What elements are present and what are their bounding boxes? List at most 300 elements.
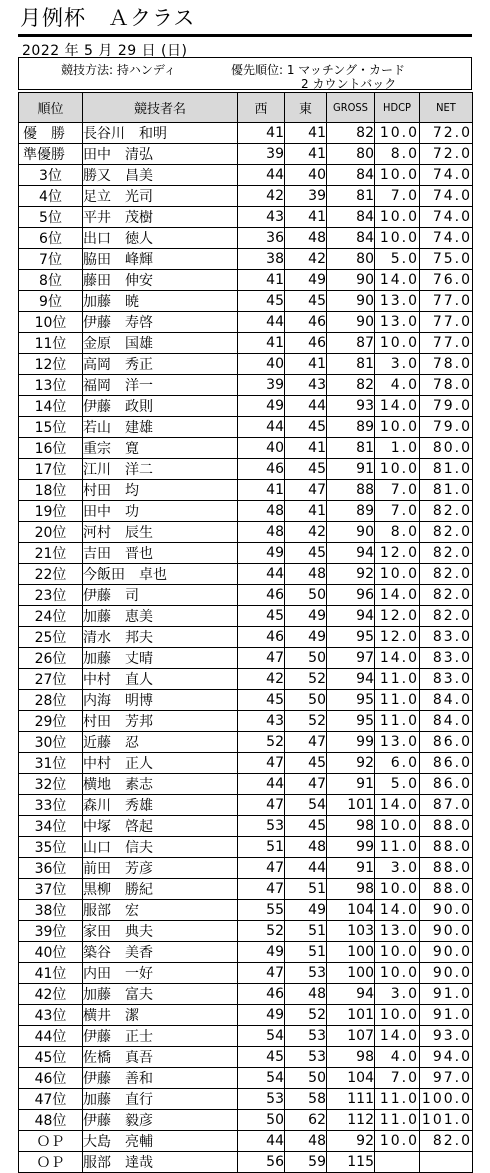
table-row — [19, 270, 473, 291]
gross-score-cell: 101 — [327, 795, 375, 816]
header-west: 西 — [238, 93, 285, 123]
gross-score-cell: 95 — [327, 711, 375, 732]
player-name-cell: 福岡 洋一 — [83, 375, 238, 396]
net-score-cell: 90.0 — [420, 900, 473, 921]
east-score-cell: 54 — [285, 795, 327, 816]
handicap-cell: 12.0 — [375, 627, 420, 648]
east-score-cell: 49 — [285, 606, 327, 627]
player-name-cell: 大島 亮輔 — [83, 1131, 238, 1152]
east-score-cell: 48 — [285, 228, 327, 249]
player-name-cell: 河村 辰生 — [83, 522, 238, 543]
rank-cell: 41位 — [19, 963, 83, 984]
handicap-cell: 14.0 — [375, 900, 420, 921]
rank-cell: 34位 — [19, 816, 83, 837]
east-score-cell: 44 — [285, 858, 327, 879]
table-row — [19, 144, 473, 165]
east-score-cell: 45 — [285, 753, 327, 774]
rank-cell: 23位 — [19, 585, 83, 606]
table-row — [19, 732, 473, 753]
east-score-cell: 41 — [285, 438, 327, 459]
handicap-cell: 10.0 — [375, 816, 420, 837]
gross-score-cell: 107 — [327, 1026, 375, 1047]
table-row — [19, 816, 473, 837]
handicap-cell: 10.0 — [375, 963, 420, 984]
player-name-cell: 村田 均 — [83, 480, 238, 501]
rank-cell: 20位 — [19, 522, 83, 543]
net-score-cell: 86.0 — [420, 774, 473, 795]
handicap-cell: 10.0 — [375, 564, 420, 585]
handicap-cell: 13.0 — [375, 312, 420, 333]
rank-cell: 33位 — [19, 795, 83, 816]
west-score-cell: 45 — [238, 1047, 285, 1068]
table-row — [19, 858, 473, 879]
gross-score-cell: 91 — [327, 858, 375, 879]
gross-score-cell: 92 — [327, 753, 375, 774]
header-player-name: 競技者名 — [83, 93, 238, 123]
west-score-cell: 47 — [238, 963, 285, 984]
header-east: 東 — [285, 93, 327, 123]
player-name-cell: 藤田 伸安 — [83, 270, 238, 291]
west-score-cell: 41 — [238, 480, 285, 501]
rank-cell: 11位 — [19, 333, 83, 354]
gross-score-cell: 93 — [327, 396, 375, 417]
gross-score-cell: 90 — [327, 270, 375, 291]
rank-cell: 29位 — [19, 711, 83, 732]
table-row — [19, 396, 473, 417]
gross-score-cell: 104 — [327, 1068, 375, 1089]
east-score-cell: 49 — [285, 627, 327, 648]
gross-score-cell: 92 — [327, 1131, 375, 1152]
net-score-cell: 82.0 — [420, 606, 473, 627]
player-name-cell: 金原 国雄 — [83, 333, 238, 354]
player-name-cell: 森川 秀雄 — [83, 795, 238, 816]
net-score-cell: 76.0 — [420, 270, 473, 291]
handicap-cell: 10.0 — [375, 417, 420, 438]
west-score-cell: 54 — [238, 1068, 285, 1089]
net-score-cell: 94.0 — [420, 1047, 473, 1068]
player-name-cell: 山口 信夫 — [83, 837, 238, 858]
east-score-cell: 39 — [285, 186, 327, 207]
net-score-cell: 86.0 — [420, 732, 473, 753]
gross-score-cell: 84 — [327, 228, 375, 249]
east-score-cell: 41 — [285, 144, 327, 165]
west-score-cell: 53 — [238, 1089, 285, 1110]
player-name-cell: 高岡 秀正 — [83, 354, 238, 375]
net-score-cell: 77.0 — [420, 291, 473, 312]
table-row — [19, 312, 473, 333]
handicap-cell: 3.0 — [375, 984, 420, 1005]
handicap-cell: 10.0 — [375, 1131, 420, 1152]
west-score-cell: 45 — [238, 606, 285, 627]
table-row — [19, 837, 473, 858]
handicap-cell: 3.0 — [375, 354, 420, 375]
table-row — [19, 1047, 473, 1068]
handicap-cell: 12.0 — [375, 606, 420, 627]
net-score-cell: 100.0 — [420, 1089, 473, 1110]
net-score-cell: 86.0 — [420, 753, 473, 774]
handicap-cell: 10.0 — [375, 1005, 420, 1026]
east-score-cell: 62 — [285, 1110, 327, 1131]
header-gross: GROSS — [327, 93, 375, 123]
player-name-cell: 中塚 啓起 — [83, 816, 238, 837]
rank-cell: ＯＰ — [19, 1131, 83, 1152]
header-hdcp: HDCP — [375, 93, 420, 123]
player-name-cell: 加藤 丈晴 — [83, 648, 238, 669]
player-name-cell: 中村 直人 — [83, 669, 238, 690]
handicap-cell: 10.0 — [375, 207, 420, 228]
table-row — [19, 753, 473, 774]
handicap-cell: 11.0 — [375, 690, 420, 711]
table-row — [19, 984, 473, 1005]
west-score-cell: 47 — [238, 795, 285, 816]
gross-score-cell: 100 — [327, 942, 375, 963]
net-score-cell: 72.0 — [420, 123, 473, 144]
table-row — [19, 480, 473, 501]
west-score-cell: 46 — [238, 984, 285, 1005]
rank-cell: 準優勝 — [19, 144, 83, 165]
west-score-cell: 47 — [238, 753, 285, 774]
rank-cell: 17位 — [19, 459, 83, 480]
east-score-cell: 48 — [285, 564, 327, 585]
net-score-cell: 81.0 — [420, 459, 473, 480]
west-score-cell: 44 — [238, 564, 285, 585]
handicap-cell: 7.0 — [375, 186, 420, 207]
east-score-cell: 53 — [285, 1026, 327, 1047]
net-score-cell: 87.0 — [420, 795, 473, 816]
handicap-cell: 11.0 — [375, 711, 420, 732]
table-row — [19, 522, 473, 543]
gross-score-cell: 90 — [327, 291, 375, 312]
gross-score-cell: 82 — [327, 375, 375, 396]
player-name-cell: 田中 清弘 — [83, 144, 238, 165]
rank-cell: 4位 — [19, 186, 83, 207]
player-name-cell: 伊藤 正士 — [83, 1026, 238, 1047]
player-name-cell: 黒柳 勝紀 — [83, 879, 238, 900]
east-score-cell: 49 — [285, 900, 327, 921]
competition-method: 競技方法: 持ハンディ — [61, 63, 176, 77]
gross-score-cell: 101 — [327, 1005, 375, 1026]
gross-score-cell: 94 — [327, 984, 375, 1005]
title-underline — [18, 34, 472, 37]
net-score-cell: 82.0 — [420, 1131, 473, 1152]
gross-score-cell: 94 — [327, 669, 375, 690]
table-row — [19, 627, 473, 648]
player-name-cell: 佐橋 真吾 — [83, 1047, 238, 1068]
east-score-cell: 48 — [285, 837, 327, 858]
gross-score-cell: 103 — [327, 921, 375, 942]
handicap-cell: 13.0 — [375, 732, 420, 753]
results-body — [19, 123, 473, 1173]
net-score-cell: 79.0 — [420, 396, 473, 417]
player-name-cell: 脇田 峰輝 — [83, 249, 238, 270]
west-score-cell: 47 — [238, 648, 285, 669]
net-score-cell: 74.0 — [420, 186, 473, 207]
results-table — [18, 92, 473, 1173]
table-row — [19, 1089, 473, 1110]
player-name-cell: 築谷 美香 — [83, 942, 238, 963]
east-score-cell: 44 — [285, 396, 327, 417]
net-score-cell: 84.0 — [420, 711, 473, 732]
table-row — [19, 795, 473, 816]
handicap-cell: 14.0 — [375, 648, 420, 669]
east-score-cell: 51 — [285, 921, 327, 942]
net-score-cell: 82.0 — [420, 564, 473, 585]
player-name-cell: 加藤 暁 — [83, 291, 238, 312]
gross-score-cell: 92 — [327, 564, 375, 585]
west-score-cell: 54 — [238, 1026, 285, 1047]
west-score-cell: 48 — [238, 522, 285, 543]
table-row — [19, 711, 473, 732]
handicap-cell: 6.0 — [375, 753, 420, 774]
west-score-cell: 44 — [238, 165, 285, 186]
handicap-cell: 4.0 — [375, 1047, 420, 1068]
west-score-cell: 43 — [238, 207, 285, 228]
handicap-cell: 3.0 — [375, 858, 420, 879]
table-row — [19, 249, 473, 270]
net-score-cell: 97.0 — [420, 1068, 473, 1089]
rank-cell: 43位 — [19, 1005, 83, 1026]
net-score-cell: 78.0 — [420, 375, 473, 396]
west-score-cell: 48 — [238, 501, 285, 522]
handicap-cell: 7.0 — [375, 501, 420, 522]
net-score-cell: 91.0 — [420, 1005, 473, 1026]
table-row — [19, 543, 473, 564]
rank-cell: 18位 — [19, 480, 83, 501]
east-score-cell: 45 — [285, 543, 327, 564]
east-score-cell: 49 — [285, 270, 327, 291]
net-score-cell: 90.0 — [420, 963, 473, 984]
gross-score-cell: 80 — [327, 249, 375, 270]
player-name-cell: 伊藤 毅彦 — [83, 1110, 238, 1131]
handicap-cell: 11.0 — [375, 669, 420, 690]
header-net: NET — [420, 93, 473, 123]
gross-score-cell: 95 — [327, 690, 375, 711]
event-date: 2022 年 5 月 29 日 (日) — [22, 43, 188, 59]
net-score-cell: 88.0 — [420, 879, 473, 900]
gross-score-cell: 96 — [327, 585, 375, 606]
table-row — [19, 1005, 473, 1026]
net-score-cell: 81.0 — [420, 480, 473, 501]
handicap-cell: 7.0 — [375, 480, 420, 501]
gross-score-cell: 100 — [327, 963, 375, 984]
net-score-cell: 101.0 — [420, 1110, 473, 1131]
rank-cell: 8位 — [19, 270, 83, 291]
west-score-cell: 49 — [238, 396, 285, 417]
handicap-cell: 11.0 — [375, 1110, 420, 1131]
east-score-cell: 47 — [285, 774, 327, 795]
handicap-cell: 5.0 — [375, 249, 420, 270]
east-score-cell: 41 — [285, 354, 327, 375]
west-score-cell: 49 — [238, 942, 285, 963]
east-score-cell: 41 — [285, 207, 327, 228]
rank-cell: 10位 — [19, 312, 83, 333]
table-row — [19, 333, 473, 354]
rank-cell: 12位 — [19, 354, 83, 375]
player-name-cell: 吉田 晋也 — [83, 543, 238, 564]
competition-rules — [18, 57, 472, 90]
table-header-row — [19, 93, 473, 123]
rank-cell: 35位 — [19, 837, 83, 858]
rank-cell: 7位 — [19, 249, 83, 270]
gross-score-cell: 94 — [327, 606, 375, 627]
gross-score-cell: 98 — [327, 816, 375, 837]
net-score-cell: 79.0 — [420, 417, 473, 438]
rank-cell: 25位 — [19, 627, 83, 648]
net-score-cell: 82.0 — [420, 501, 473, 522]
gross-score-cell: 87 — [327, 333, 375, 354]
table-row — [19, 1152, 473, 1173]
east-score-cell: 52 — [285, 1005, 327, 1026]
net-score-cell: 83.0 — [420, 627, 473, 648]
handicap-cell: 13.0 — [375, 291, 420, 312]
rank-cell: 13位 — [19, 375, 83, 396]
net-score-cell: 82.0 — [420, 585, 473, 606]
east-score-cell: 42 — [285, 249, 327, 270]
east-score-cell: 48 — [285, 984, 327, 1005]
net-score-cell: 74.0 — [420, 165, 473, 186]
rank-cell: 31位 — [19, 753, 83, 774]
west-score-cell: 56 — [238, 1152, 285, 1173]
east-score-cell: 46 — [285, 333, 327, 354]
west-score-cell: 40 — [238, 438, 285, 459]
player-name-cell: 家田 典夫 — [83, 921, 238, 942]
handicap-cell: 11.0 — [375, 1089, 420, 1110]
handicap-cell: 5.0 — [375, 774, 420, 795]
gross-score-cell: 81 — [327, 354, 375, 375]
west-score-cell: 47 — [238, 858, 285, 879]
table-row — [19, 501, 473, 522]
handicap-cell: 12.0 — [375, 543, 420, 564]
rank-cell: 9位 — [19, 291, 83, 312]
player-name-cell: 横地 素志 — [83, 774, 238, 795]
rank-cell: 16位 — [19, 438, 83, 459]
rank-cell: 5位 — [19, 207, 83, 228]
net-score-cell: 83.0 — [420, 648, 473, 669]
gross-score-cell: 81 — [327, 438, 375, 459]
west-score-cell: 44 — [238, 417, 285, 438]
table-row — [19, 123, 473, 144]
table-row — [19, 1026, 473, 1047]
handicap-cell: 10.0 — [375, 333, 420, 354]
gross-score-cell: 112 — [327, 1110, 375, 1131]
rank-cell: 47位 — [19, 1089, 83, 1110]
table-row — [19, 942, 473, 963]
east-score-cell: 51 — [285, 942, 327, 963]
gross-score-cell: 98 — [327, 1047, 375, 1068]
east-score-cell: 47 — [285, 732, 327, 753]
gross-score-cell: 84 — [327, 165, 375, 186]
rank-cell: 38位 — [19, 900, 83, 921]
west-score-cell: 46 — [238, 627, 285, 648]
player-name-cell: 服部 宏 — [83, 900, 238, 921]
player-name-cell: 伊藤 司 — [83, 585, 238, 606]
net-score-cell — [420, 1152, 473, 1173]
east-score-cell: 53 — [285, 1047, 327, 1068]
rank-cell: 19位 — [19, 501, 83, 522]
header-rank: 順位 — [19, 93, 83, 123]
west-score-cell: 47 — [238, 879, 285, 900]
player-name-cell: 勝又 昌美 — [83, 165, 238, 186]
player-name-cell: 若山 建雄 — [83, 417, 238, 438]
handicap-cell: 10.0 — [375, 123, 420, 144]
handicap-cell: 7.0 — [375, 1068, 420, 1089]
west-score-cell: 41 — [238, 123, 285, 144]
west-score-cell: 44 — [238, 774, 285, 795]
west-score-cell: 41 — [238, 270, 285, 291]
net-score-cell: 77.0 — [420, 312, 473, 333]
table-row — [19, 648, 473, 669]
west-score-cell: 36 — [238, 228, 285, 249]
player-name-cell: 清水 邦夫 — [83, 627, 238, 648]
table-row — [19, 186, 473, 207]
rank-cell: 32位 — [19, 774, 83, 795]
rank-cell: 15位 — [19, 417, 83, 438]
rank-cell: 40位 — [19, 942, 83, 963]
rank-cell: 21位 — [19, 543, 83, 564]
gross-score-cell: 94 — [327, 543, 375, 564]
handicap-cell: 10.0 — [375, 165, 420, 186]
east-score-cell: 47 — [285, 480, 327, 501]
table-row — [19, 669, 473, 690]
west-score-cell: 52 — [238, 921, 285, 942]
player-name-cell: 長谷川 和明 — [83, 123, 238, 144]
table-row — [19, 291, 473, 312]
player-name-cell: 近藤 忍 — [83, 732, 238, 753]
player-name-cell: 加藤 直行 — [83, 1089, 238, 1110]
west-score-cell: 51 — [238, 837, 285, 858]
gross-score-cell: 89 — [327, 417, 375, 438]
gross-score-cell: 104 — [327, 900, 375, 921]
gross-score-cell: 90 — [327, 312, 375, 333]
rank-cell: 46位 — [19, 1068, 83, 1089]
gross-score-cell: 111 — [327, 1089, 375, 1110]
gross-score-cell: 97 — [327, 648, 375, 669]
handicap-cell: 14.0 — [375, 1026, 420, 1047]
net-score-cell: 88.0 — [420, 816, 473, 837]
net-score-cell: 91.0 — [420, 984, 473, 1005]
net-score-cell: 80.0 — [420, 438, 473, 459]
west-score-cell: 45 — [238, 291, 285, 312]
net-score-cell: 90.0 — [420, 921, 473, 942]
handicap-cell: 11.0 — [375, 837, 420, 858]
net-score-cell: 88.0 — [420, 858, 473, 879]
east-score-cell: 42 — [285, 522, 327, 543]
net-score-cell: 78.0 — [420, 354, 473, 375]
rank-cell: 39位 — [19, 921, 83, 942]
east-score-cell: 40 — [285, 165, 327, 186]
west-score-cell: 53 — [238, 816, 285, 837]
rank-cell: 14位 — [19, 396, 83, 417]
player-name-cell: 横井 潔 — [83, 1005, 238, 1026]
gross-score-cell: 98 — [327, 879, 375, 900]
gross-score-cell: 80 — [327, 144, 375, 165]
rank-cell: 26位 — [19, 648, 83, 669]
west-score-cell: 50 — [238, 1110, 285, 1131]
west-score-cell: 55 — [238, 900, 285, 921]
net-score-cell: 77.0 — [420, 333, 473, 354]
handicap-cell: 13.0 — [375, 921, 420, 942]
handicap-cell: 4.0 — [375, 375, 420, 396]
handicap-cell: 8.0 — [375, 144, 420, 165]
table-row — [19, 690, 473, 711]
net-score-cell: 72.0 — [420, 144, 473, 165]
table-row — [19, 228, 473, 249]
rank-cell: 6位 — [19, 228, 83, 249]
west-score-cell: 46 — [238, 459, 285, 480]
table-row — [19, 963, 473, 984]
table-row — [19, 165, 473, 186]
handicap-cell: 10.0 — [375, 459, 420, 480]
